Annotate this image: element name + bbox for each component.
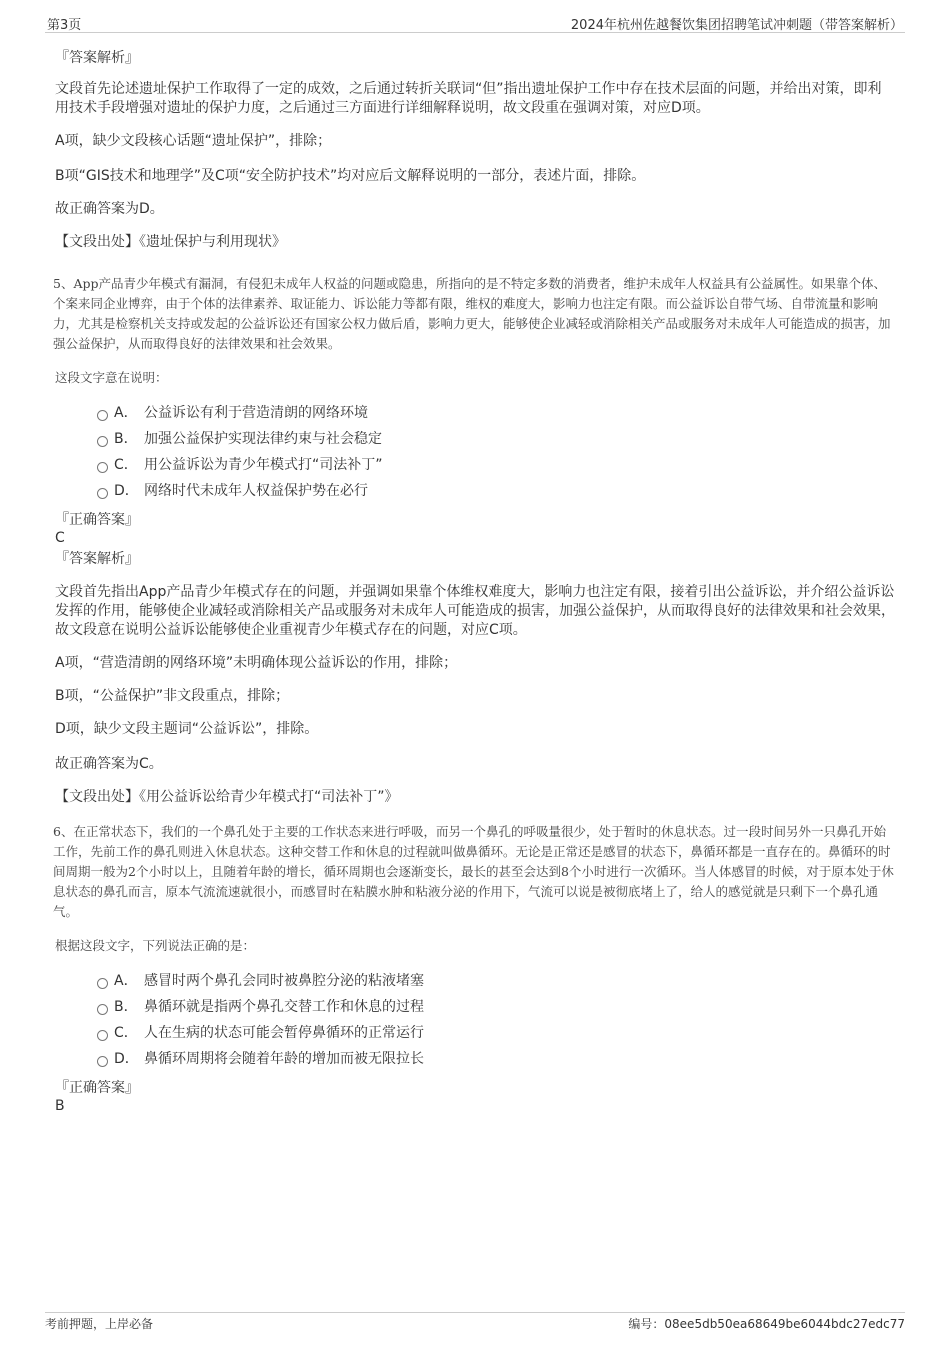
q5-stem: 5、App产品青少年模式有漏洞，有侵犯未成年人权益的问题或隐患，所指向的是不特定多数的消费者，维护未成年人权益具有公益属性。如果靠个体、个案来同企业博弈，由于个体的法律素养、取证能力、诉讼能力等都有限，维权的难度大，影响力也注定有限。而公益诉讼自带气场、自带流量和影响力，尤其是检察机关支持或发起的公益诉讼还有国家公权力做后盾，影响力更大，能够使企业减轻或消除相关产品或服务对未成年人可能造成的损害，加强公益保护，从而取得良好的法律效果和社会效果。 [53, 276, 891, 351]
document-code: 编号：08ee5db50ea68649be6044bdc27edc77 [628, 1317, 905, 1331]
q5-analysis-text: 文段首先指出App产品青少年模式存在的问题，并强调如果靠个体维权难度大，影响力也注定有限，接着引出公益诉讼，并介绍公益诉讼发挥的作用，能够使企业减轻或消除相关产品或服务对未成年人可能造成的损害，加强公益保护，从而取得良好的法律效果和社会效果，故文段意在说明公益诉讼能够使企业重视青少年模式存在的问题，对应C项。 [55, 584, 895, 638]
footer-slogan: 考前押题，上岸必备 [45, 1317, 154, 1331]
q6-option-c[interactable]: C． 人在生病的状态可能会暂停鼻循环的正常运行 [97, 1022, 424, 1044]
q5-option-c[interactable]: C． 用公益诉讼为青少年模式打“司法补丁” [97, 454, 383, 476]
q4-note-a: A项，缺少文段核心话题“遗址保护”，排除； [55, 133, 332, 149]
radio-icon[interactable] [97, 1004, 108, 1015]
q6-option-a[interactable]: A． 感冒时两个鼻孔会同时被鼻腔分泌的粘液堵塞 [97, 970, 424, 992]
q6-option-d[interactable]: D． 鼻循环周期将会随着年龄的增加而被无限拉长 [97, 1048, 424, 1070]
q6-stem: 6、在正常状态下，我们的一个鼻孔处于主要的工作状态来进行呼吸，而另一个鼻孔的呼吸量很少，处于暂时的休息状态。过一段时间另外一只鼻孔开始工作，先前工作的鼻孔则进入休息状态。这种交替工作和休息的过程就叫做鼻循环。无论是正常还是感冒的状态下，鼻循环都是一直存在的。鼻循环的时间周期一般为2个小时以上，且随着年龄的增长，循环周期也会逐渐变长，最长的甚至会达到8个小时进行一次循环。当人体感冒的时候，对于原本处于休息状态的鼻孔而言，原本气流流速就很小，而感冒时在粘膜水肿和粘液分泌的作用下，气流可以说是被彻底堵上了，给人的感觉就是只剩下一个鼻孔通气。 [53, 824, 894, 919]
page-footer [45, 1312, 905, 1337]
radio-icon[interactable] [97, 436, 108, 447]
radio-icon[interactable] [97, 410, 108, 421]
q4-analysis-label: 『答案解析』 [55, 50, 139, 66]
q5-conclusion: 故正确答案为C。 [55, 756, 163, 772]
q4-conclusion: 故正确答案为D。 [55, 201, 164, 217]
q5-note-b: B项，“公益保护”非文段重点，排除； [55, 688, 290, 704]
q5-answer-label: 『正确答案』 [55, 512, 139, 528]
radio-icon[interactable] [97, 978, 108, 989]
q5-source: 【文段出处】《用公益诉讼给青少年模式打“司法补丁”》 [55, 789, 399, 805]
q4-source: 【文段出处】《遗址保护与利用现状》 [55, 234, 286, 250]
radio-icon[interactable] [97, 488, 108, 499]
radio-icon[interactable] [97, 462, 108, 473]
radio-icon[interactable] [97, 1030, 108, 1041]
q6-prompt: 根据这段文字，下列说法正确的是： [55, 938, 256, 953]
radio-icon[interactable] [97, 1056, 108, 1067]
q6-option-b[interactable]: B． 鼻循环就是指两个鼻孔交替工作和休息的过程 [97, 996, 424, 1018]
q4-note-bc: B项“GIS技术和地理学”及C项“安全防护技术”均对应后文解释说明的一部分，表述片面，排除。 [55, 168, 646, 184]
q4-analysis-text: 文段首先论述遗址保护工作取得了一定的成效，之后通过转折关联词“但”指出遗址保护工作中存在技术层面的问题，并给出对策，即利用技术手段增强对遗址的保护力度，之后通过三方面进行详细解释说明，故文段重在强调对策，对应D项。 [55, 81, 882, 116]
q5-note-a: A项，“营造清朗的网络环境”未明确体现公益诉讼的作用，排除； [55, 655, 458, 671]
q5-answer: C [55, 530, 65, 546]
q5-note-d: D项，缺少文段主题词“公益诉讼”，排除。 [55, 721, 319, 737]
document-title: 2024年杭州佐越餐饮集团招聘笔试冲刺题（带答案解析） [570, 18, 903, 33]
q5-option-b[interactable]: B． 加强公益保护实现法律约束与社会稳定 [97, 428, 382, 450]
page-number: 第3页 [47, 18, 82, 33]
q5-prompt: 这段文字意在说明： [55, 370, 168, 385]
q5-analysis-label: 『答案解析』 [55, 551, 139, 567]
q5-option-a[interactable]: A． 公益诉讼有利于营造清朗的网络环境 [97, 402, 368, 424]
q6-answer-label: 『正确答案』 [55, 1080, 139, 1096]
q5-option-d[interactable]: D． 网络时代未成年人权益保护势在必行 [97, 480, 368, 502]
page-header [45, 12, 905, 33]
q6-answer: B [55, 1098, 65, 1114]
